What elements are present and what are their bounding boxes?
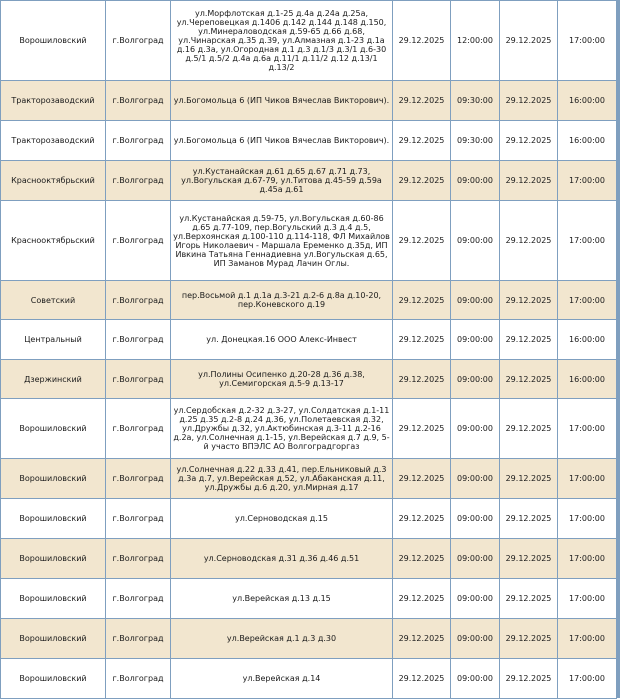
table-row [1,81,617,121]
start-time-cell: 09:00:00 [451,619,500,659]
city-cell: г.Волгоград [106,281,171,320]
city-cell: г.Волгоград [106,659,171,699]
start-time-cell: 09:00:00 [451,579,500,619]
address-cell: ул.Верейская д.13 д.15 [171,579,393,619]
start-time-cell: 09:30:00 [451,81,500,121]
end-time-cell: 17:00:00 [558,499,617,539]
start-date-cell: 29.12.2025 [393,281,451,320]
table-row [1,121,617,161]
start-time-cell: 09:00:00 [451,399,500,459]
start-time-cell: 09:00:00 [451,161,500,201]
start-time-cell: 09:00:00 [451,360,500,399]
table-row [1,320,617,360]
end-date-cell: 29.12.2025 [500,399,558,459]
district-cell: Советский [1,281,106,320]
end-time-cell: 17:00:00 [558,659,617,699]
end-date-cell: 29.12.2025 [500,161,558,201]
start-time-cell: 09:00:00 [451,499,500,539]
end-time-cell: 17:00:00 [558,161,617,201]
end-date-cell: 29.12.2025 [500,619,558,659]
district-cell: Ворошиловский [1,499,106,539]
start-date-cell: 29.12.2025 [393,459,451,499]
end-time-cell: 16:00:00 [558,360,617,399]
end-time-cell: 17:00:00 [558,281,617,320]
end-time-cell: 17:00:00 [558,399,617,459]
end-time-cell: 16:00:00 [558,121,617,161]
district-cell: Тракторозаводский [1,121,106,161]
city-cell: г.Волгоград [106,579,171,619]
city-cell: г.Волгоград [106,539,171,579]
end-date-cell: 29.12.2025 [500,579,558,619]
start-date-cell: 29.12.2025 [393,81,451,121]
start-time-cell: 09:00:00 [451,320,500,360]
address-cell: ул.Богомольца 6 (ИП Чиков Вячеслав Викторович). [171,121,393,161]
table-right-border [616,0,620,698]
city-cell: г.Волгоград [106,81,171,121]
end-date-cell: 29.12.2025 [500,499,558,539]
start-date-cell: 29.12.2025 [393,161,451,201]
start-date-cell: 29.12.2025 [393,619,451,659]
address-cell: ул.Верейская д.1 д.3 д.30 [171,619,393,659]
end-time-cell: 17:00:00 [558,579,617,619]
city-cell: г.Волгоград [106,499,171,539]
table-row [1,161,617,201]
district-cell: Краснооктябрьский [1,201,106,281]
table-row [1,360,617,399]
table-row [1,459,617,499]
district-cell: Тракторозаводский [1,81,106,121]
end-date-cell: 29.12.2025 [500,459,558,499]
table-row [1,579,617,619]
end-time-cell: 16:00:00 [558,81,617,121]
end-date-cell: 29.12.2025 [500,121,558,161]
start-date-cell: 29.12.2025 [393,320,451,360]
end-date-cell: 29.12.2025 [500,201,558,281]
city-cell: г.Волгоград [106,121,171,161]
address-cell: ул.Кустанайская д.59-75, ул.Вогульская д.60-86 д.65 д.77-109, пер.Вогульский д.3 д.4 д.5, ул.Верхоянская д.100-110 д.114-118, ФЛ Михайлов Игорь Николаевич - Маршала Еременко д.35д, ИП Ивкина Татьяна Геннадиевна ул.Вогульская д.65, ИП Заманов Мурад Лачин Оглы. [171,201,393,281]
start-time-cell: 12:00:00 [451,1,500,81]
end-time-cell: 17:00:00 [558,201,617,281]
table-row [1,619,617,659]
start-time-cell: 09:30:00 [451,121,500,161]
start-date-cell: 29.12.2025 [393,579,451,619]
end-date-cell: 29.12.2025 [500,281,558,320]
start-time-cell: 09:00:00 [451,539,500,579]
district-cell: Дзержинский [1,360,106,399]
city-cell: г.Волгоград [106,459,171,499]
start-time-cell: 09:00:00 [451,659,500,699]
city-cell: г.Волгоград [106,619,171,659]
address-cell: ул.Серноводская д.15 [171,499,393,539]
city-cell: г.Волгоград [106,320,171,360]
district-cell: Центральный [1,320,106,360]
district-cell: Ворошиловский [1,399,106,459]
address-cell: ул.Богомольца 6 (ИП Чиков Вячеслав Викторович). [171,81,393,121]
city-cell: г.Волгоград [106,161,171,201]
table-row [1,659,617,699]
district-cell: Ворошиловский [1,459,106,499]
city-cell: г.Волгоград [106,201,171,281]
start-date-cell: 29.12.2025 [393,539,451,579]
table-row [1,1,617,81]
address-cell: ул.Полины Осипенко д.20-28 д.36 д.38, ул.Семигорская д.5-9 д.13-17 [171,360,393,399]
table-row [1,281,617,320]
start-time-cell: 09:00:00 [451,281,500,320]
table-row [1,399,617,459]
start-date-cell: 29.12.2025 [393,499,451,539]
end-date-cell: 29.12.2025 [500,659,558,699]
end-date-cell: 29.12.2025 [500,1,558,81]
start-time-cell: 09:00:00 [451,201,500,281]
address-cell: ул.Сердобская д.2-32 д.3-27, ул.Солдатская д.1-11 д.25 д.35 д.2-8 д.24 д.36, ул.Полетаевская д.32, ул.Дружбы д.32, ул.Актюбинская д.3-11 д.2-16 д.2а, ул.Солнечная д.1-15, ул.Верейская д.7 д.9, 5-й участо ВПЭЛС АО Волгоградгоргаз [171,399,393,459]
address-cell: пер.Восьмой д.1 д.1а д.3-21 д.2-6 д.8а д.10-20, пер.Коневского д.19 [171,281,393,320]
district-cell: Ворошиловский [1,619,106,659]
address-cell: ул.Морфлотская д.1-25 д.4а д.24а д.25а, ул.Череповецкая д.1406 д.142 д.144 д.148 д.150, ул.Минераловодская д.59-65 д.66 д.68, ул.Чинарская д.35 д.39, ул.Алмазная д.1-23 д.1а д.16 д.3а, ул.Огородная д.1 д.3 д.1/3 д.3/1 д.6-30 д.5/1 д.5/2 д.4а д.6а д.11/1 д.11/2 д.12 д.13/1 д.13/2 [171,1,393,81]
end-date-cell: 29.12.2025 [500,320,558,360]
district-cell: Ворошиловский [1,659,106,699]
table-row [1,499,617,539]
address-cell: ул.Солнечная д.22 д.33 д.41, пер.Ельниковый д.3 д.3а д.7, ул.Верейская д.52, ул.Абаканская д.11, ул.Дружбы д.6 д.20, ул.Мирная д.17 [171,459,393,499]
table-row [1,539,617,579]
address-cell: ул. Донецкая.16 ООО Алекс-Инвест [171,320,393,360]
start-date-cell: 29.12.2025 [393,1,451,81]
start-date-cell: 29.12.2025 [393,399,451,459]
address-cell: ул.Кустанайская д.61 д.65 д.67 д.71 д.73, ул.Вогульская д.67-79, ул.Титова д.45-59 д.59а д.45а д.61 [171,161,393,201]
end-time-cell: 17:00:00 [558,459,617,499]
end-time-cell: 17:00:00 [558,539,617,579]
start-date-cell: 29.12.2025 [393,121,451,161]
start-time-cell: 09:00:00 [451,459,500,499]
district-cell: Ворошиловский [1,1,106,81]
end-date-cell: 29.12.2025 [500,81,558,121]
start-date-cell: 29.12.2025 [393,360,451,399]
district-cell: Краснооктябрьский [1,161,106,201]
end-time-cell: 16:00:00 [558,320,617,360]
city-cell: г.Волгоград [106,1,171,81]
end-date-cell: 29.12.2025 [500,539,558,579]
table-row [1,201,617,281]
district-cell: Ворошиловский [1,539,106,579]
end-time-cell: 17:00:00 [558,1,617,81]
district-cell: Ворошиловский [1,579,106,619]
city-cell: г.Волгоград [106,399,171,459]
address-cell: ул.Серноводская д.31 д.36 д.46 д.51 [171,539,393,579]
address-cell: ул.Верейская д.14 [171,659,393,699]
start-date-cell: 29.12.2025 [393,201,451,281]
start-date-cell: 29.12.2025 [393,659,451,699]
city-cell: г.Волгоград [106,360,171,399]
end-date-cell: 29.12.2025 [500,360,558,399]
end-time-cell: 17:00:00 [558,619,617,659]
